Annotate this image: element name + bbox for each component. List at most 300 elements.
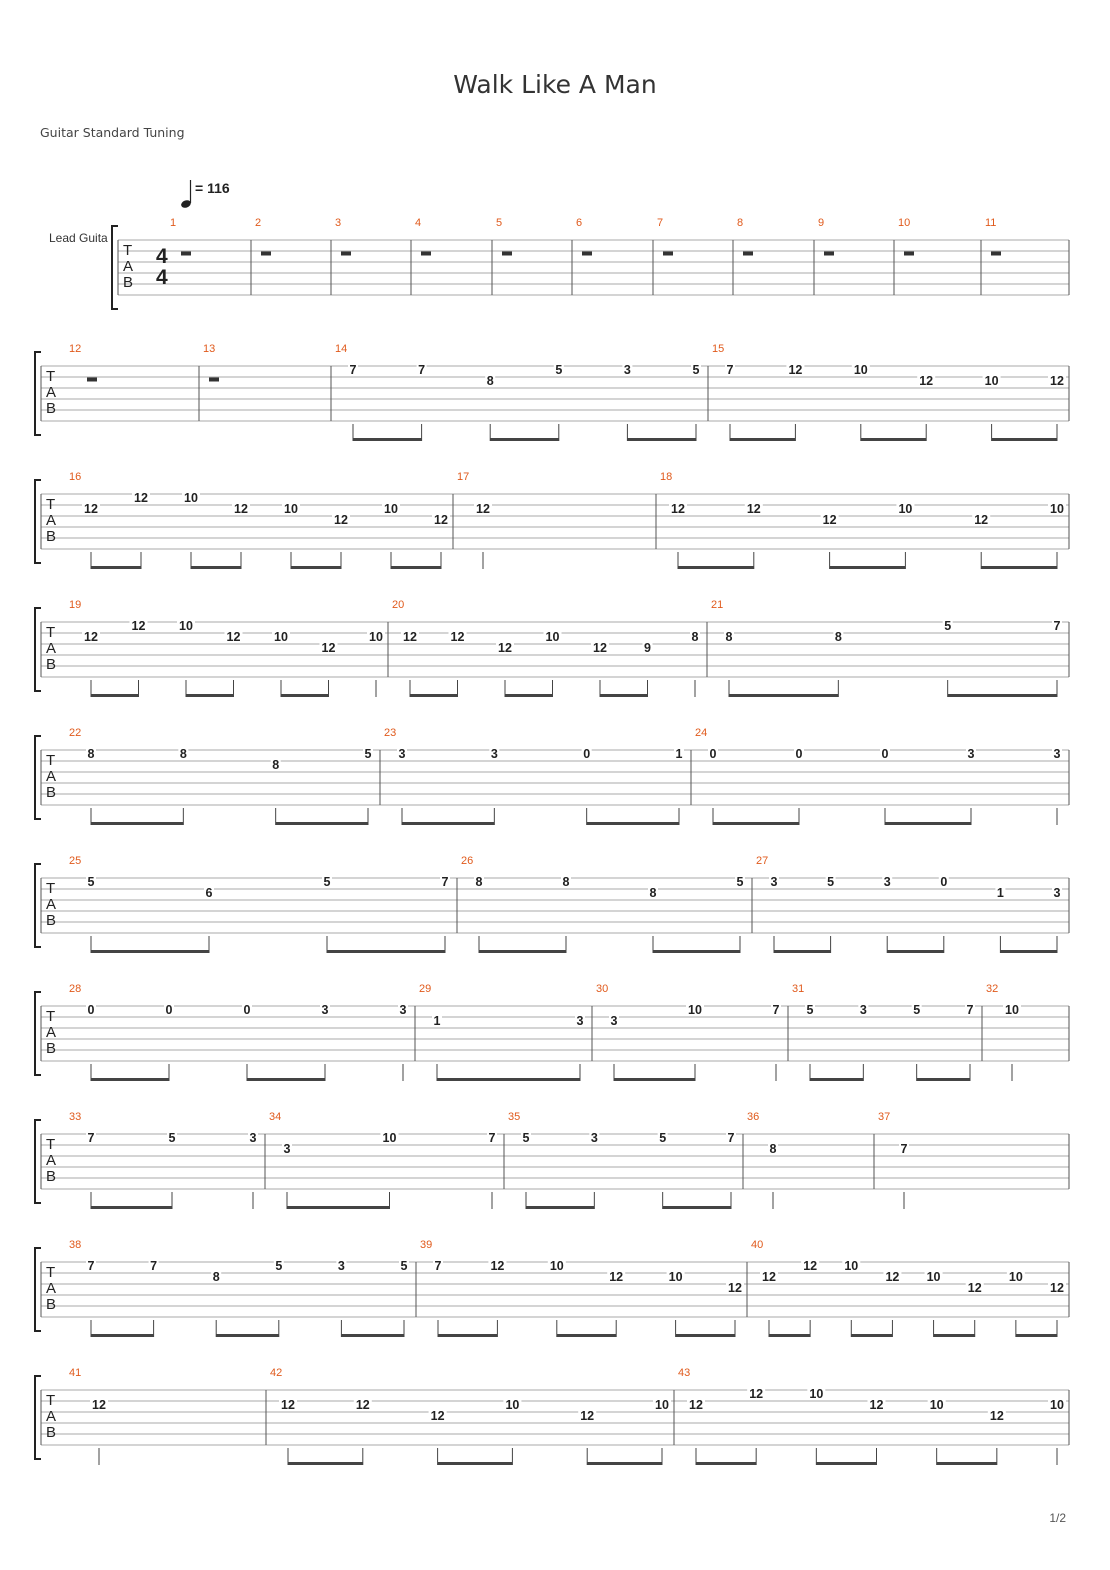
fret-number: 12 [92,1398,106,1412]
fret-number: 0 [243,1003,251,1017]
fret-number: 12 [609,1270,624,1284]
tuning-label: Guitar Standard Tuning [40,125,185,140]
measure-number: 40 [751,1239,764,1251]
note-beam [810,1078,863,1081]
fret-number: 10 [668,1270,683,1284]
whole-rest [904,252,914,256]
note-beam [91,1334,154,1337]
fret-number: 7 [418,363,426,377]
whole-rest [87,378,97,382]
fret-number: 3 [576,1014,584,1028]
note-beam [186,694,234,697]
tab-system [35,727,1069,825]
note-beam [696,1462,756,1465]
whole-rest [743,252,753,256]
tab-clef-letter: B [46,1040,57,1057]
measure-number: 28 [69,983,82,995]
fret-number: 5 [944,619,952,633]
fret-number: 10 [844,1259,859,1273]
measure-number: 36 [747,1111,760,1123]
measure-number: 6 [576,217,583,229]
measure-number: 38 [69,1239,82,1251]
fret-number: 8 [87,747,95,761]
fret-number: 10 [688,1003,702,1017]
fret-number: 5 [913,1003,921,1017]
systems-layer [35,217,1069,1465]
fret-number: 5 [555,363,563,377]
fret-number: 12 [490,1259,505,1273]
fret-number: 8 [475,875,483,889]
measure-number: 12 [69,343,82,355]
fret-number: 5 [827,875,835,889]
fret-number: 12 [749,1387,764,1401]
fret-number: 10 [655,1398,669,1412]
fret-number: 12 [580,1409,595,1423]
fret-number: 7 [900,1142,908,1156]
fret-number: 0 [165,1003,173,1017]
fret-number: 10 [898,502,913,516]
whole-rest [502,252,512,256]
fret-number: 12 [430,1409,445,1423]
tab-system [112,217,1069,309]
fret-number: 3 [590,1131,598,1145]
page-number: 1/2 [1049,1511,1066,1525]
fret-number: 5 [168,1131,176,1145]
system-bracket [35,1248,41,1331]
tab-clef-letter: B [46,912,57,929]
fret-number: 5 [736,875,744,889]
measure-number: 37 [878,1111,891,1123]
note-beam [438,1462,513,1465]
fret-number: 12 [869,1398,884,1412]
measure-number: 41 [69,1367,82,1379]
fret-number: 3 [283,1142,291,1156]
system-bracket [112,226,118,309]
fret-number: 0 [881,747,889,761]
fret-number: 8 [179,747,187,761]
note-beam [353,438,422,441]
fret-number: 12 [746,502,761,516]
fret-number: 5 [806,1003,814,1017]
tab-system [35,1239,1069,1337]
fret-number: 10 [369,630,383,644]
fret-number: 0 [87,1003,95,1017]
note-beam [934,1334,975,1337]
fret-number: 5 [87,875,95,889]
fret-number: 10 [809,1387,824,1401]
tab-clef-letter: T [46,368,56,385]
fret-number: 5 [522,1131,530,1145]
measure-number: 8 [737,217,744,229]
measure-number: 24 [695,727,708,739]
fret-number: 12 [689,1398,703,1412]
fret-number: 6 [205,886,213,900]
fret-number: 12 [1050,1281,1064,1295]
fret-number: 7 [434,1259,442,1273]
fret-number: 3 [1053,886,1061,900]
note-beam [281,694,329,697]
fret-number: 8 [272,758,280,772]
note-beam [191,566,241,569]
tab-system [35,599,1069,697]
system-bracket [35,736,41,819]
fret-number: 10 [1050,502,1064,516]
measure-number: 34 [269,1111,282,1123]
fret-number: 12 [967,1281,982,1295]
fret-number: 7 [726,363,734,377]
fret-number: 12 [476,502,490,516]
fret-number: 12 [989,1409,1004,1423]
note-beam [276,822,368,825]
fret-number: 12 [434,513,448,527]
measure-number: 43 [678,1367,691,1379]
tab-clef-letter: A [46,1408,57,1425]
fret-number: 10 [984,374,999,388]
fret-number: 3 [610,1014,618,1028]
tab-system [35,1367,1069,1465]
system-bracket [35,480,41,563]
note-beam [402,822,494,825]
fret-number: 7 [150,1259,158,1273]
whole-rest [181,252,191,256]
tab-clef-letter: B [46,784,57,801]
fret-number: 10 [1005,1003,1019,1017]
whole-rest [421,252,431,256]
fret-number: 7 [966,1003,974,1017]
note-beam [627,438,696,441]
fret-number: 7 [488,1131,496,1145]
system-bracket [35,1376,41,1459]
measure-number: 32 [986,983,999,995]
tempo-marking [180,180,230,209]
whole-rest [209,378,219,382]
note-beam [526,1206,594,1209]
fret-number: 10 [929,1398,944,1412]
measure-number: 4 [415,217,422,229]
fret-number: 3 [883,875,891,889]
note-beam [948,694,1057,697]
fret-number: 1 [996,886,1004,900]
fret-number: 8 [212,1270,220,1284]
tab-clef-letter: B [46,528,57,545]
note-beam [769,1334,810,1337]
tab-clef-letter: B [46,1424,57,1441]
note-beam [247,1078,325,1081]
fret-number: 5 [364,747,372,761]
whole-rest [341,252,351,256]
system-bracket [35,352,41,435]
fret-number: 10 [1050,1398,1064,1412]
note-beam [981,566,1057,569]
note-beam [992,438,1057,441]
tab-clef-letter: A [46,1024,57,1041]
fret-number: 8 [486,374,494,388]
fret-number: 3 [859,1003,867,1017]
tab-clef-letter: T [46,752,56,769]
note-beam [730,438,795,441]
tab-clef-letter: T [46,880,56,897]
fret-number: 12 [355,1398,370,1412]
note-beam [91,1206,172,1209]
fret-number: 5 [400,1259,408,1273]
fret-number: 5 [323,875,331,889]
note-beam [830,566,906,569]
note-beam [653,950,740,953]
fret-number: 8 [649,886,657,900]
fret-number: 3 [249,1131,257,1145]
fret-number: 0 [583,747,591,761]
fret-number: 3 [399,1003,407,1017]
fret-number: 12 [84,630,98,644]
note-beam [851,1334,892,1337]
fret-number: 12 [226,630,241,644]
whole-rest [663,252,673,256]
measure-number: 29 [419,983,432,995]
measure-number: 26 [461,855,474,867]
fret-number: 10 [284,502,298,516]
fret-number: 0 [709,747,717,761]
tab-system [35,855,1069,953]
note-beam [437,1078,580,1081]
note-beam [1016,1334,1057,1337]
fret-number: 12 [134,491,148,505]
tempo-value: = 116 [195,180,230,196]
note-beam [937,1462,997,1465]
fret-number: 7 [772,1003,780,1017]
fret-number: 12 [84,502,98,516]
measure-number: 19 [69,599,82,611]
measure-number: 10 [898,217,911,229]
note-beam [410,694,458,697]
fret-number: 3 [623,363,631,377]
measure-number: 13 [203,343,216,355]
measure-number: 14 [335,343,348,355]
fret-number: 12 [728,1281,742,1295]
tab-clef-letter: A [46,640,57,657]
note-beam [557,1334,616,1337]
fret-number: 3 [321,1003,329,1017]
fret-number: 12 [1050,374,1064,388]
time-signature-denominator: 4 [156,266,168,289]
measure-number: 3 [335,217,342,229]
note-beam [614,1078,695,1081]
tab-clef-letter: A [46,896,57,913]
fret-number: 5 [275,1259,283,1273]
fret-number: 10 [549,1259,564,1273]
measure-number: 31 [792,983,805,995]
note-beam [885,822,971,825]
note-beam [216,1334,279,1337]
measure-number: 35 [508,1111,521,1123]
tab-clef-letter: T [46,1264,56,1281]
note-beam [713,822,799,825]
tab-clef-letter: B [46,1296,57,1313]
measure-number: 15 [712,343,725,355]
note-beam [327,950,445,953]
fret-number: 12 [803,1259,818,1273]
fret-number: 12 [788,363,803,377]
tab-clef-letter: T [46,1136,56,1153]
note-beam [479,950,566,953]
tab-clef-letter: T [46,496,56,513]
measure-number: 17 [457,471,470,483]
measure-number: 2 [255,217,262,229]
note-beam [816,1462,876,1465]
measure-number: 30 [596,983,609,995]
whole-rest [824,252,834,256]
tab-clef-letter: A [46,1152,57,1169]
note-beam [676,1334,735,1337]
fret-number: 12 [885,1270,900,1284]
fret-number: 10 [179,619,193,633]
measure-number: 20 [392,599,405,611]
fret-number: 7 [349,363,357,377]
system-bracket [35,608,41,691]
fret-number: 12 [762,1270,776,1284]
tab-clef-letter: A [46,1280,57,1297]
measure-number: 16 [69,471,82,483]
fret-number: 12 [822,513,837,527]
tab-clef-letter: T [123,242,133,259]
fret-number: 10 [853,363,868,377]
system-bracket [35,1120,41,1203]
note-beam [91,694,139,697]
fret-number: 12 [403,630,417,644]
fret-number: 1 [675,747,683,761]
note-beam [490,438,559,441]
fret-number: 3 [337,1259,345,1273]
measure-number: 1 [170,217,177,229]
tab-clef-letter: B [123,274,134,291]
note-beam [91,950,209,953]
tab-clef-letter: B [46,656,57,673]
fret-number: 12 [593,641,607,655]
fret-number: 7 [87,1131,95,1145]
measure-number: 33 [69,1111,82,1123]
fret-number: 10 [274,630,288,644]
note-beam [391,566,441,569]
tab-clef-letter: T [46,1392,56,1409]
note-beam [678,566,754,569]
fret-number: 3 [770,875,778,889]
fret-number: 12 [919,374,934,388]
tab-system [35,471,1069,569]
note-beam [505,694,553,697]
measure-number: 9 [818,217,825,229]
measure-number: 18 [660,471,673,483]
time-signature-numerator: 4 [156,245,168,268]
measure-number: 11 [985,217,997,229]
note-beam [729,694,838,697]
fret-number: 8 [562,875,570,889]
note-beam [663,1206,731,1209]
song-title: Walk Like A Man [453,70,657,99]
tab-clef-letter: A [46,512,57,529]
tab-clef-letter: A [46,384,57,401]
fret-number: 5 [692,363,700,377]
tab-system [35,983,1069,1081]
system-bracket [35,992,41,1075]
measure-number: 39 [420,1239,433,1251]
whole-rest [261,252,271,256]
fret-number: 8 [725,630,733,644]
fret-number: 12 [498,641,512,655]
measure-number: 23 [384,727,397,739]
tab-clef-letter: B [46,1168,57,1185]
fret-number: 10 [382,1131,397,1145]
note-beam [587,1462,662,1465]
measure-number: 5 [496,217,503,229]
note-beam [291,566,341,569]
system-bracket [35,864,41,947]
fret-number: 7 [727,1131,735,1145]
fret-number: 12 [131,619,146,633]
fret-number: 0 [940,875,948,889]
note-beam [774,950,831,953]
fret-number: 8 [834,630,842,644]
fret-number: 12 [974,513,989,527]
measure-number: 25 [69,855,82,867]
fret-number: 10 [926,1270,941,1284]
fret-number: 0 [795,747,803,761]
fret-number: 12 [281,1398,295,1412]
tab-clef-letter: A [123,258,134,275]
measure-number: 22 [69,727,82,739]
whole-rest [991,252,1001,256]
fret-number: 12 [671,502,685,516]
fret-number: 8 [769,1142,777,1156]
measure-number: 27 [756,855,769,867]
whole-rest [582,252,592,256]
measure-number: 42 [270,1367,283,1379]
fret-number: 10 [1008,1270,1023,1284]
note-beam [861,438,926,441]
fret-number: 12 [334,513,348,527]
fret-number: 10 [184,491,198,505]
fret-number: 7 [87,1259,95,1273]
tab-system [35,343,1069,441]
note-beam [438,1334,497,1337]
note-beam [288,1462,363,1465]
fret-number: 9 [644,641,651,655]
fret-number: 10 [384,502,398,516]
fret-number: 3 [398,747,406,761]
measure-number: 21 [711,599,724,611]
fret-number: 1 [433,1014,441,1028]
fret-number: 10 [505,1398,520,1412]
tab-clef-letter: B [46,400,57,417]
note-beam [600,694,648,697]
note-beam [91,566,141,569]
fret-number: 3 [490,747,498,761]
tab-system [35,1111,1069,1209]
fret-number: 12 [450,630,465,644]
fret-number: 7 [1053,619,1061,633]
note-beam [287,1206,390,1209]
note-beam [91,822,183,825]
fret-number: 12 [321,641,336,655]
note-beam [341,1334,404,1337]
fret-number: 3 [1053,747,1061,761]
fret-number: 12 [234,502,248,516]
note-beam [587,822,679,825]
fret-number: 5 [659,1131,667,1145]
tab-clef-letter: T [46,1008,56,1025]
note-beam [1000,950,1057,953]
fret-number: 10 [545,630,560,644]
fret-number: 7 [441,875,449,889]
fret-number: 3 [967,747,975,761]
